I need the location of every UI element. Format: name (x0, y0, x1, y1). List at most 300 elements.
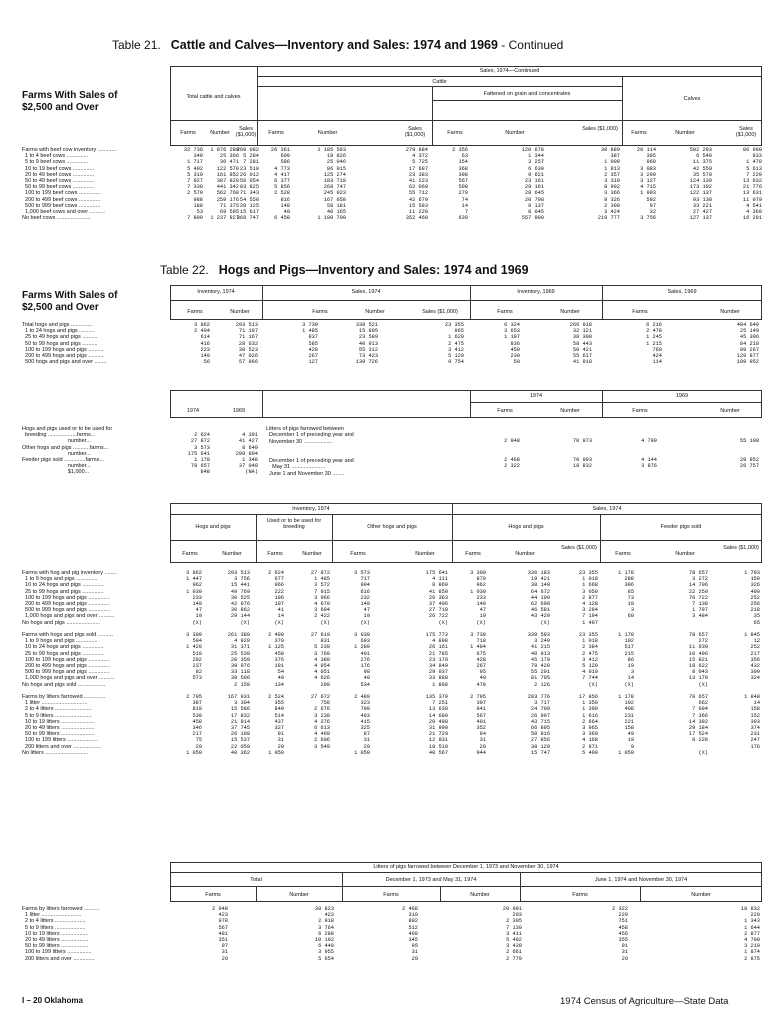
t22-top-c8-row-3: 1 215 (646, 340, 662, 347)
t22-top-c3-row-2: 837 (308, 334, 318, 341)
t21-hdr-calves: Calves (683, 96, 701, 102)
t21-c1-row-0: 32 736 (183, 147, 203, 153)
t22-bot-c3-row-14: 376 (274, 656, 284, 663)
t22-mid-c1-row-3: 3 573 (194, 444, 210, 451)
t22-top-c1-row-4: 223 (200, 346, 210, 353)
t21-col-sales2: Sales ($1,000) (404, 126, 426, 138)
t21-c7-row-5: 567 (458, 178, 468, 185)
t21-c1-row-2: 1 717 (187, 159, 203, 166)
t22-lit-n2: Number (470, 892, 490, 898)
t21-stub-row-4: 20 to 49 beef cows .............. (22, 171, 95, 178)
t22-lit-c3-row-6: 95 (411, 943, 418, 950)
t22-bot-stub-row-23: 5 to 9 litters ........................ (22, 712, 92, 719)
t22-bot-c10-row-23: 231 (624, 712, 634, 719)
t22-bot-c5-row-29: 1 050 (354, 749, 370, 756)
t22-bot-c8-row-23: 26 907 (530, 712, 550, 719)
t22-bot-c7-row-3: 1 030 (470, 588, 486, 595)
t22-bot-c8-row-22: 24 709 (530, 706, 550, 713)
t22-bot-c3-row-21: 355 (274, 700, 284, 707)
t21-c1-row-1: 349 (193, 153, 203, 160)
t22-bot-c8-row-24: 43 715 (530, 718, 550, 725)
t21-c2-row-5: 307 829 (216, 178, 239, 185)
t22-bot-c11-row-13: 10 496 (688, 650, 708, 657)
t22-top-c7-row-0: 266 918 (569, 322, 592, 328)
t22-top-c7-row-2: 38 398 (572, 334, 592, 341)
t22-bot-c1-row-1: 1 447 (186, 576, 202, 583)
t22-top-c6-row-2: 1 107 (504, 334, 520, 341)
t22-bot-c4-row-23: 3 230 (314, 712, 330, 719)
t22-bot-c11 (662, 570, 708, 756)
rule (257, 76, 762, 77)
t22-top-stub-row-2: 25 to 49 hogs and pigs .......... (22, 334, 98, 341)
t22-bot-c9-row-24: 2 664 (582, 718, 598, 725)
t22-bot-stub-row-16: 500 to 999 hogs and pigs .............. (22, 669, 110, 676)
t22-bot-c6-row-21: 7 251 (432, 700, 448, 707)
t22-bot-c2-row-18: 2 150 (234, 681, 250, 688)
t22-bot-c8-row-18: 2 126 (534, 681, 550, 688)
rule (257, 66, 258, 146)
t22-lit-c6-row-6: 3 219 (744, 943, 760, 950)
t22-bot-c8-row-13: 40 913 (530, 650, 550, 657)
t22-top-c7-row-3: 58 443 (572, 340, 592, 347)
t21-c8-row-8: 20 708 (524, 196, 544, 203)
t22-bot-c8-row-28: 38 129 (530, 743, 550, 750)
t22-mid-stub-row-1: breeding ...................farms... (22, 432, 96, 439)
t22-top-c5-row-5: 5 120 (448, 353, 464, 360)
t21-c10-row-8: 592 (646, 196, 656, 203)
t21-c2-row-6: 441 342 (216, 184, 239, 191)
t21-c8-row-11: 557 900 (521, 215, 544, 222)
t22-bot-c10-row-24: 221 (624, 718, 634, 725)
t21-c12-row-5: 13 032 (742, 178, 762, 185)
t22-bot-stub-row-5: 200 to 499 hogs and pigs .............. (22, 601, 110, 608)
t22-bot-n1: Number (222, 551, 242, 557)
t22-lit-stub-row-4: 10 to 19 litters .................. (22, 930, 89, 937)
t22-bot-c12-row-22: 158 (750, 706, 760, 713)
t22-lit-c1 (198, 906, 228, 962)
t22-lit-stub-row-5: 20 to 49 litters .................. (22, 937, 89, 944)
t22-bot-c3-row-25: 327 (274, 725, 284, 732)
t22-mid-stub (22, 426, 170, 476)
rule (170, 514, 762, 515)
t21-stub-row-0: Farms with beef cow inventory ............ (22, 147, 117, 153)
t21-c7-row-4: 398 (458, 171, 468, 178)
t22-top-c5-row-4: 3 412 (448, 346, 464, 353)
t22-top-c2-row-6: 57 966 (238, 359, 258, 366)
t22-bot-c1-row-22: 819 (192, 706, 202, 713)
t22-lit-c6-row-3: 1 644 (744, 924, 760, 931)
t22-top-c3-row-0: 3 739 (302, 322, 318, 328)
t22-bot-c9-row-29: 5 499 (582, 749, 598, 756)
t21-c6-row-4: 23 383 (408, 171, 428, 178)
t22-bot-c1-row-26: 217 (192, 731, 202, 738)
t22-top-c6-row-0: 6 324 (504, 322, 520, 328)
t22-mid-stub-row-0: Hogs and pigs used or to be used for (22, 426, 113, 432)
table21-heading: Cattle and Calves—Inventory and Sales: 1974 and 1969 (170, 38, 498, 52)
t22-bot-c6-row-23: 14 680 (428, 712, 448, 719)
t22-bot-c10-row-18: (X) (624, 681, 634, 688)
t21-c4-row-9: 148 (280, 202, 290, 209)
t22-bot-c7-row-29: 944 (476, 749, 486, 756)
t21-c8-row-1: 1 344 (528, 153, 544, 160)
t21-c10-row-5: 3 127 (640, 178, 656, 185)
t21-c10-row-4: 3 299 (640, 171, 656, 178)
t21-c6 (362, 147, 428, 221)
t22-bot-c6-row-0: 175 641 (425, 570, 448, 576)
t22-bot-c3-row-2: 966 (274, 582, 284, 589)
t22-bot-c7-row-16: 95 (479, 669, 486, 676)
t21-c12-row-9: 4 541 (746, 202, 762, 209)
t22-bot-c6-row-10: 175 773 (425, 632, 448, 639)
t22-top-c5-row-2: 1 629 (448, 334, 464, 341)
t21-c7-row-1: 63 (461, 153, 468, 160)
t22-mid-c5-row-2: 4 799 (641, 438, 657, 445)
t21-c6-row-11: 352 460 (405, 215, 428, 222)
t22-bot-c3 (256, 570, 284, 756)
t22-bot-c2-row-6: 30 862 (230, 607, 250, 614)
t22-bot-c5-row-18: 534 (360, 681, 370, 688)
t22-mid-c4-row-5: 70 993 (572, 457, 592, 464)
t22-bot-c4-row-12: 5 230 (314, 644, 330, 651)
rule (170, 120, 762, 121)
t22-bot-c9-row-28: 2 871 (582, 743, 598, 750)
t21-c2-row-8: 259 176 (216, 196, 239, 203)
t22-bot-stub-row-11: 1 to 9 hogs and pigs .............. (22, 638, 98, 645)
t22-lit-c5-row-0: 2 322 (612, 906, 628, 912)
t22-bot-c12-row-17: 324 (750, 675, 760, 682)
t22-bot-c12-row-13: 217 (750, 650, 760, 657)
t22-bot-c5-row-4: 232 (360, 594, 370, 601)
t22-bot-c12-row-23: 152 (750, 712, 760, 719)
t22-mid-c1-row-6: 78 657 (190, 463, 210, 470)
t22-bot-c8-row-3: 64 672 (530, 588, 550, 595)
t22-bot-c6-row-11: 4 898 (432, 638, 448, 645)
t22-lit-stub-row-3: 5 to 9 litters .................... (22, 924, 86, 931)
t22-bot-c7-row-10: 3 730 (470, 632, 486, 639)
t22-bot-c5-row-2: 904 (360, 582, 370, 589)
t22-bot-c4-row-15: 4 954 (314, 663, 330, 670)
t21-stub-row-1: 1 to 4 beef cows .............. (22, 153, 89, 160)
t21-c8-row-2: 3 257 (528, 159, 544, 166)
t22-bot-c3-row-29: 1 050 (268, 749, 284, 756)
t22-mid-c1-row-2: 27 872 (190, 438, 210, 445)
t21-c11-row-8: 93 138 (692, 196, 712, 203)
t21-c7 (436, 147, 468, 221)
t21-c3-row-1: 5 284 (243, 153, 259, 160)
t21-col-farms2: Farms (268, 130, 284, 136)
t22-bot-c10-row-10: 1 178 (618, 632, 634, 639)
t22-bot-c2 (210, 570, 250, 756)
t22-bot-c3-row-4: 196 (274, 594, 284, 601)
t22-top-c1-row-5: 149 (200, 353, 210, 360)
t22-mid-c3-row-6: 2 322 (504, 463, 520, 470)
t22-bot-c11-row-26: 17 524 (688, 731, 708, 738)
t22-top-c2-row-2: 71 167 (238, 334, 258, 341)
t22-top-stub-row-1: 1 to 24 hogs and pigs .......... (22, 328, 95, 335)
t22-mid-stub-row-7: $1,000... (22, 469, 90, 476)
t21-c9-row-7: 3 366 (604, 190, 620, 197)
t22-bot-c11-row-22: 7 994 (692, 706, 708, 713)
t22-top-stub (22, 322, 170, 365)
t22-bot-c10-row-26: 49 (627, 731, 634, 738)
t22-bot-c8-row-25: 66 895 (530, 725, 550, 732)
t22-bot-c2-row-10: 261 380 (227, 632, 250, 639)
t21-stub-row-9: 500 to 999 beef cows .............. (22, 202, 101, 209)
t21-c9-row-9: 2 300 (604, 202, 620, 209)
t22-top-sales69: Sales, 1969 (667, 289, 697, 295)
t21-c2-row-2: 36 471 (219, 159, 239, 166)
t22-mid-litters-note-row-1: December 1 of preceding year and (266, 432, 354, 439)
t22-mid-stub-row-2: number... (22, 438, 91, 445)
t22-lit-c6-row-2: 1 343 (744, 918, 760, 925)
t22-mid-y74b: 1974 (529, 393, 543, 399)
t21-c5 (298, 147, 346, 221)
t22-top-c1-row-6: 56 (203, 359, 210, 366)
t22-top-stub-row-0: Total hogs and pigs .............. (22, 322, 93, 328)
t21-c5-row-9: 58 181 (326, 202, 346, 209)
t22-top-c3 (290, 322, 318, 365)
t22-lit-c2-row-4: 6 288 (318, 930, 334, 937)
t21-c2-row-4: 161 852 (216, 171, 239, 178)
t22-bot-c7-row-1: 870 (476, 576, 486, 583)
t22-mid-c5-row-5: 4 144 (641, 457, 657, 464)
t22-bot-c1-row-14: 292 (192, 656, 202, 663)
t22-top-stub-row-3: 50 to 99 hogs and pigs .......... (22, 340, 98, 347)
t22-bot-c6-row-7: 26 722 (428, 613, 448, 620)
t22-bot-c1-row-29: 1 050 (186, 749, 202, 756)
t21-c3-row-4: 26 012 (239, 171, 259, 178)
t22-bot-c9-row-20: 17 856 (578, 694, 598, 701)
t22-lit-c1-row-4: 481 (218, 930, 228, 937)
t22-top-c4 (342, 322, 378, 365)
t22-bot-c2-row-0: 203 513 (227, 570, 250, 576)
rule (432, 100, 622, 101)
t22-bot-c6-row-28: 18 510 (428, 743, 448, 750)
t22-bot-c6-row-5: 37 406 (428, 601, 448, 608)
t22-bot-stub-row-14: 100 to 199 hogs and pigs .............. (22, 656, 110, 663)
t21-hdr-sales: Sales, 1974—Continued (479, 68, 540, 74)
t22-top-c4-row-2: 23 589 (358, 334, 378, 341)
t22-bot-c10-row-1: 288 (624, 576, 634, 583)
t22-bot-c7-row-4: 233 (476, 594, 486, 601)
table21-suffix: - Continued (501, 38, 564, 52)
t22-bot-c3-row-24: 437 (274, 718, 284, 725)
t22-bot-c6-row-27: 12 931 (428, 737, 448, 744)
t22-bot-c5-row-14: 276 (360, 656, 370, 663)
t22-mid-c2-row-4: 299 804 (235, 450, 258, 457)
t22-bot-c2-row-13: 25 530 (230, 650, 250, 657)
t22-top-c7-row-6: 41 918 (572, 359, 592, 366)
t22-bot-c9-row-23: 1 616 (582, 712, 598, 719)
t22-bot-stub-row-7: 1,000 hogs and pigs and over .......... (22, 613, 115, 620)
t22-lit-c5-row-8: 20 (621, 955, 628, 962)
t22-bot-c5-row-21: 323 (360, 700, 370, 707)
table22-title (160, 263, 529, 277)
t22-bot-c4-row-3: 7 915 (314, 588, 330, 595)
t21-c3 (231, 147, 259, 221)
t21-c6-row-1: 4 372 (412, 153, 428, 160)
t22-bot-c10-row-15: 19 (627, 663, 634, 670)
t22-bot-c4-row-14: 4 380 (314, 656, 330, 663)
t22-bot-c5-row-26: 87 (363, 731, 370, 738)
t21-c5-row-2: 25 046 (326, 159, 346, 166)
t22-mid-number1: Number (560, 408, 580, 414)
t22-bot-c3-row-8: (X) (274, 619, 284, 626)
t22-bot-c11-row-25: 29 184 (688, 725, 708, 732)
t22-bot-c12-row-12: 252 (750, 644, 760, 651)
t22-bot-c8-row-15: 79 420 (530, 663, 550, 670)
t21-c3-row-10: 15 617 (239, 209, 259, 216)
t22-bot-c9-row-13: 2 475 (582, 650, 598, 657)
t21-c12-row-0: 86 998 (742, 147, 762, 153)
t22-bot-c1-row-4: 233 (192, 594, 202, 601)
t22-top-c2-row-0: 203 513 (235, 322, 258, 328)
t21-c9-row-2: 1 009 (604, 159, 620, 166)
t22-bot-s5: Sales ($1,000) (723, 545, 759, 551)
t22-bot-c4-row-28: 3 549 (314, 743, 330, 750)
t22-mid-c6 (717, 426, 759, 476)
t22-bot-c12-row-7: 35 (753, 613, 760, 620)
t22-lit-c4-row-3: 7 130 (506, 924, 522, 931)
table21-title (112, 38, 563, 52)
t21-c8-row-5: 23 161 (524, 178, 544, 185)
t22-bot-c12-row-14: 356 (750, 656, 760, 663)
t22-bot-c6-row-26: 21 729 (428, 731, 448, 738)
t22-lit-n3: Number (691, 892, 711, 898)
t21-c12-row-11: 16 291 (742, 215, 762, 222)
page-number: I – 20 Oklahoma (22, 996, 83, 1005)
t22-top-c5-row-3: 2 475 (448, 340, 464, 347)
t21-c9 (562, 147, 620, 221)
t22-bot-c11-row-20: 78 657 (688, 694, 708, 701)
t22-bot-c4-row-10: 27 610 (310, 632, 330, 639)
t22-bot-c6-row-2: 8 869 (432, 582, 448, 589)
t22-bot-c3-row-15: 191 (274, 663, 284, 670)
t21-c10-row-6: 4 715 (640, 184, 656, 191)
t22-top-c9-row-0: 484 649 (736, 322, 759, 328)
t22-bot-stub (22, 570, 170, 756)
t21-stub-row-11: No beef cows ...................... (22, 215, 91, 222)
t22-top-c2-row-1: 71 197 (238, 328, 258, 335)
t22-lit-f3: Farms (572, 892, 588, 898)
t22-bot-c8-row-2: 38 149 (530, 582, 550, 589)
t22-lit-c5-row-4: 456 (618, 930, 628, 937)
t22-top-stub-row-5: 200 to 499 hogs and pigs .......... (22, 353, 104, 360)
t22-bot-c3-row-28: 20 (277, 743, 284, 750)
t22-bot-c8-row-4: 44 109 (530, 594, 550, 601)
t22-bot-f3: Farms (350, 551, 366, 557)
t22-bot-c11-row-17: 13 178 (688, 675, 708, 682)
t22-mid-c3-row-2: 2 948 (504, 438, 520, 445)
t21-c9-row-3: 1 813 (604, 165, 620, 172)
t22-bot-c9-row-25: 3 965 (582, 725, 598, 732)
t22-bot-c12-row-24: 303 (750, 718, 760, 725)
t22-bot-c4-row-20: 27 672 (310, 694, 330, 701)
t22-bot-c3-row-3: 222 (274, 588, 284, 595)
t21-c10-row-0: 20 114 (636, 147, 656, 153)
t22-bot-c10-row-27: 19 (627, 737, 634, 744)
t22-bot-c3-row-7: 14 (277, 613, 284, 620)
t22-bot-c10-row-16: 3 (630, 669, 634, 676)
t21-c3-row-11: 368 747 (236, 215, 259, 222)
t22-bot-c11-row-24: 14 392 (688, 718, 708, 725)
t22-bot-c6-row-12: 26 161 (428, 644, 448, 651)
t21-stub-row-10: 1,000 beef cows and over .......... (22, 209, 105, 216)
t22-bot-c6-row-3: 41 850 (428, 588, 448, 595)
t22-mid-stub-row-6: number... (22, 463, 91, 470)
t21-hdr-cattle: Cattle (432, 79, 447, 85)
t21-c9-row-11: 219 777 (597, 215, 620, 222)
t22-top-number3: Number (560, 309, 580, 315)
t22-top-number2: Number (365, 309, 385, 315)
t21-c4-row-3: 4 773 (274, 165, 290, 172)
t22-bot-c10-row-22: 408 (624, 706, 634, 713)
t22-top-c4-row-5: 73 423 (358, 353, 378, 360)
t22-top-c3-row-5: 267 (308, 353, 318, 360)
t21-c5-row-8: 167 058 (323, 196, 346, 203)
t22-top-c1-row-2: 614 (200, 334, 210, 341)
t22-bot-c12-row-0: 1 793 (744, 570, 760, 576)
t22-top-farms1: Farms (187, 309, 203, 315)
t22-lit-c2-row-1: 423 (324, 912, 334, 919)
t22-bot-c8-row-16: 55 201 (530, 669, 550, 676)
t22-bot-c12-row-11: 12 (753, 638, 760, 645)
t22-bot-c12-row-10: 1 845 (744, 632, 760, 639)
t22-bot-c12-row-26: 231 (750, 731, 760, 738)
t22-top-c6-row-3: 836 (510, 340, 520, 347)
t22-bot-c5-row-22: 799 (360, 706, 370, 713)
t22-bot-c7-row-12: 1 404 (470, 644, 486, 651)
t22-top-c8-row-4: 760 (652, 346, 662, 353)
t21-c9-row-0: 38 889 (600, 147, 620, 153)
t21-c3-row-5: 56 054 (239, 178, 259, 185)
t21-c4-row-1: 609 (280, 153, 290, 160)
t21-stub-row-2: 5 to 9 beef cows .............. (22, 159, 89, 166)
t22-bot-c5-row-0: 3 573 (354, 570, 370, 576)
t22-top-stub-row-6: 500 hogs and pigs and over ........ (22, 359, 107, 366)
t22-lit-c4-row-8: 2 779 (506, 955, 522, 962)
t22-bot-c4-row-7: 2 422 (314, 613, 330, 620)
t21-c10-row-3: 3 083 (640, 165, 656, 172)
t21-c6-row-2: 5 725 (412, 159, 428, 166)
t22-bot-c11-row-3: 22 259 (688, 588, 708, 595)
t22-bot-c1-row-21: 387 (192, 700, 202, 707)
t22-bot-c10 (604, 570, 634, 756)
t22-top-c2-row-3: 28 632 (238, 340, 258, 347)
t22-bot-c4-row-24: 4 276 (314, 718, 330, 725)
t21-c11-row-11: 127 137 (689, 215, 712, 222)
t22-bot-c9-row-16: 4 010 (582, 669, 598, 676)
t22-bot-c4-row-8: (X) (320, 619, 330, 626)
rule (332, 514, 333, 563)
t22-bot-c5-row-5: 149 (360, 601, 370, 608)
t22-bot-c6-row-4: 26 363 (428, 594, 448, 601)
t22-bot-c4-row-6: 3 604 (314, 607, 330, 614)
t21-c5-row-1: 18 826 (326, 153, 346, 160)
t22-bot-c11-row-15: 18 622 (688, 663, 708, 670)
t22-bot-c7-row-26: 94 (479, 731, 486, 738)
t22-bot-c8-row-8: (X) (540, 619, 550, 626)
t22-mid-stub-row-4: number... (22, 450, 91, 457)
t22-bot-c11-row-16: 8 043 (692, 669, 708, 676)
t22-mid-c1-row-1: 2 624 (194, 432, 210, 439)
t22-bot-c8-row-20: 283 776 (527, 694, 550, 701)
table22-side-head-line2: $2,500 and Over (22, 302, 99, 313)
t22-bot-c3-row-17: 40 (277, 675, 284, 682)
t22-bot-c2-row-8: (X) (240, 619, 250, 626)
t22-lit-c2-row-7: 3 955 (318, 949, 334, 956)
t22-bot-n3: Number (415, 551, 435, 557)
